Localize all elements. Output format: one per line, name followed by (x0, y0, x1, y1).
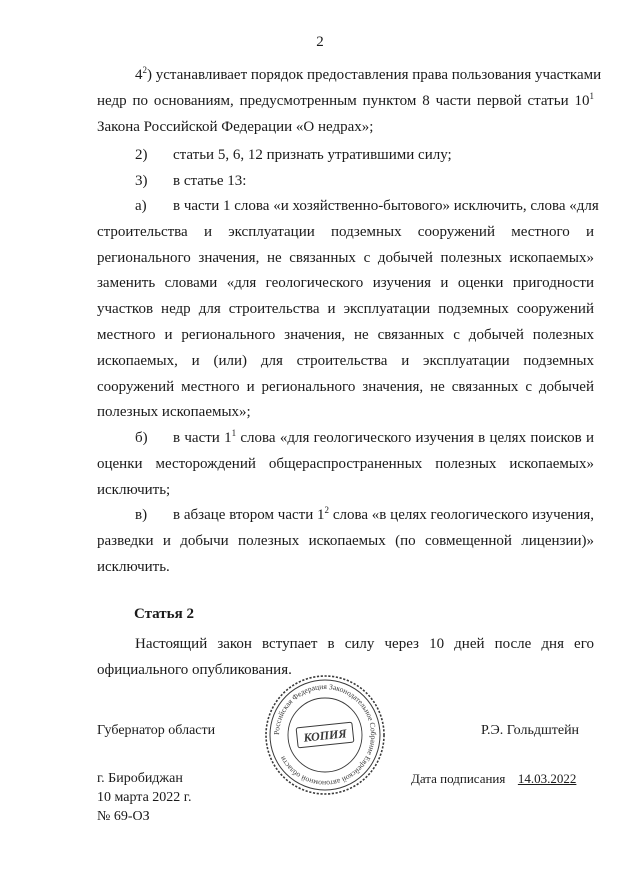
text-line: местного и регионального значения, не связанных с добычей полезных (97, 326, 594, 343)
text-line: слова «в целях геологического изучения, (329, 507, 594, 523)
text-line: разведки и добычи полезных ископаемых (по совмещенной лицензии)» (97, 532, 594, 549)
text-line: исключить; (97, 481, 171, 498)
item-3 (97, 169, 594, 195)
official-stamp (263, 673, 387, 797)
superscript: 1 (589, 90, 594, 101)
text-line: Закона Российской Федерации «О недрах»; (97, 118, 374, 135)
subitem-a (97, 194, 599, 426)
superscript: 1 (231, 428, 237, 438)
page-number: 2 (316, 34, 324, 50)
text-line: в статье 13: (173, 173, 247, 189)
text-line: сооружений местного и регионального значения, не связанных с добычей (97, 378, 594, 395)
article-heading: Статья 2 (134, 606, 194, 622)
stamp-ring-path: Российская Федерация Законодательное Собрание Еврейской автономной области (271, 681, 379, 789)
item-number: 4 (135, 67, 143, 83)
item-marker: 3) (135, 173, 148, 189)
text-line: заменить словами «для геологического изучения и оценки пригодности (97, 275, 594, 292)
subitem-b (97, 426, 594, 503)
text-line: недр по основаниям, предусмотренным пунктом 8 части первой статьи 10 (97, 92, 590, 109)
item-marker: в) (135, 507, 148, 523)
subitem-v (97, 503, 594, 580)
text-line: строительства и эксплуатации подземных сооружений местного и (97, 223, 594, 240)
text-line: исключить. (97, 558, 170, 575)
signing-date-value: 14.03.2022 (517, 771, 577, 786)
city: г. Биробиджан (97, 771, 183, 786)
signatory-name: Р.Э. Гольдштейн (481, 723, 580, 738)
item-marker: 2) (135, 147, 148, 163)
text-line: в части 1 слова «и хозяйственно-бытового» исключить, слова «для (173, 198, 599, 214)
signing-date-block (411, 771, 576, 787)
stamp-center-text: КОПИЯ (302, 726, 348, 745)
text-line: официального опубликования. (97, 661, 292, 678)
text-line: слова «для геологического изучения в целях поисков и (236, 430, 594, 446)
item-marker: а) (135, 198, 147, 214)
law-number: № 69-ОЗ (97, 809, 150, 824)
text-line: полезных ископаемых»; (97, 404, 251, 421)
text-line: Настоящий закон вступает в силу через 10 дней после дня его (135, 636, 594, 652)
text-line: в абзаце втором части 1 (173, 507, 325, 523)
signing-date-label: Дата подписания (411, 771, 506, 786)
text-line: в части 1 (173, 430, 232, 446)
text-line: статьи 5, 6, 12 признать утратившими силу; (173, 147, 452, 163)
item-marker: б) (135, 430, 148, 446)
text-line: ) устанавливает порядок предоставления права пользования участками (147, 67, 602, 83)
text-line: оценки месторождений общераспространенных полезных ископаемых» (97, 455, 594, 472)
superscript: 2 (324, 505, 330, 515)
law-date: 10 марта 2022 г. (97, 790, 192, 805)
signatory-title: Губернатор области (97, 723, 216, 738)
item-2 (97, 143, 594, 169)
text-line: ископаемых, и (или) для строительства и эксплуатации подземных (97, 352, 594, 369)
text-line: регионального значения, не связанных с добычей полезных ископаемых» (97, 249, 594, 266)
superscript: 2 (142, 65, 147, 75)
item-4-2 (97, 63, 602, 140)
text-line: участков недр для строительства и эксплуатации подземных сооружений (97, 301, 594, 318)
